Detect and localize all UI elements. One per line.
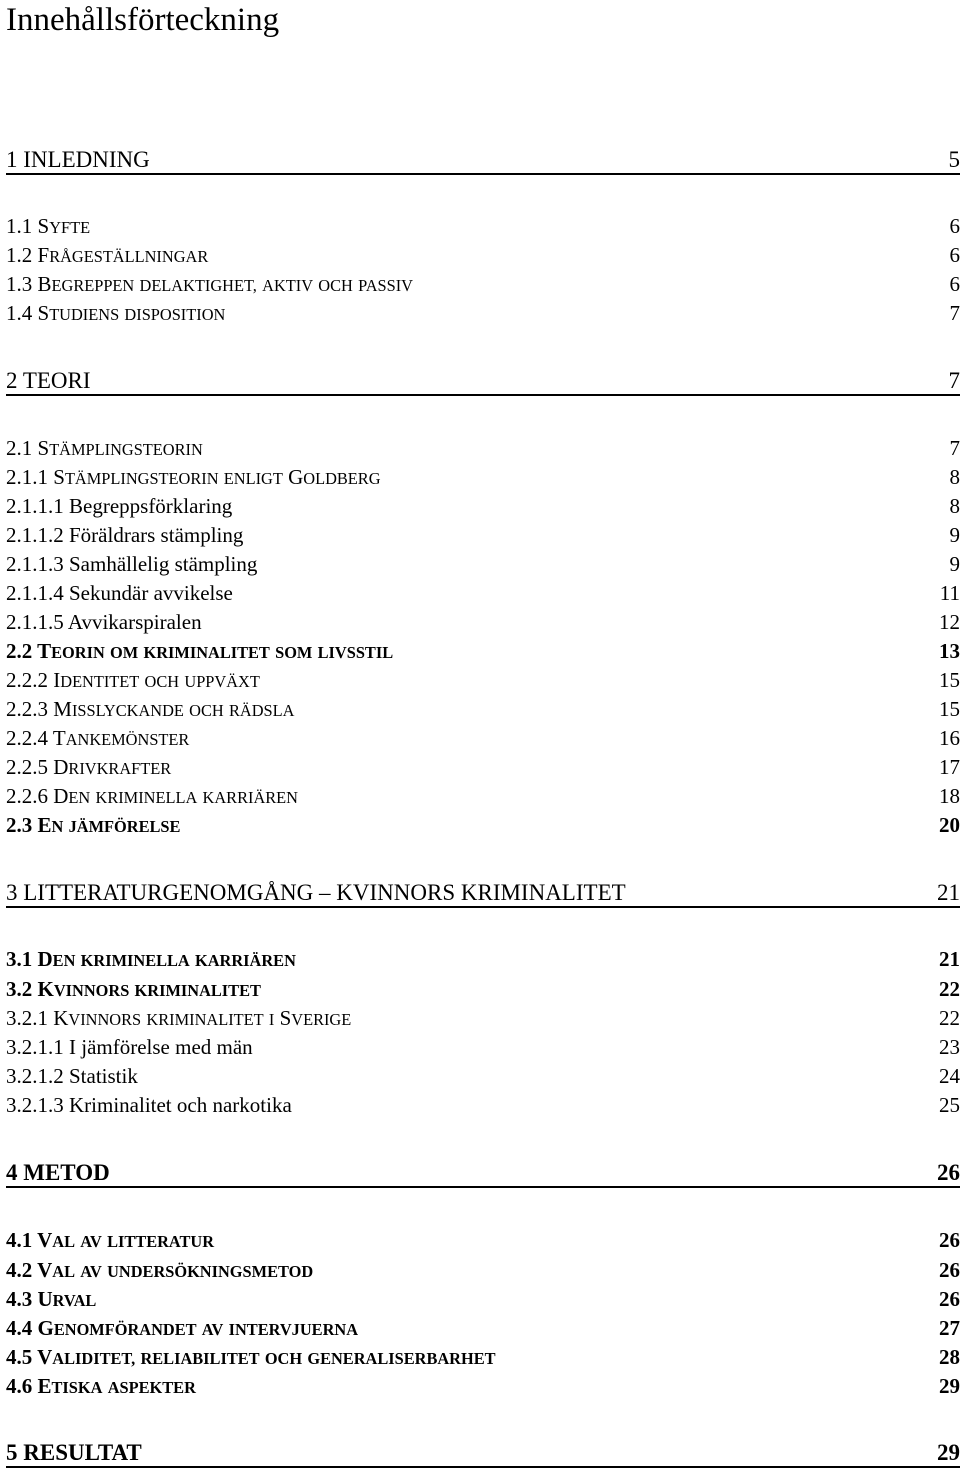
toc-entry[interactable] [6, 878, 960, 908]
toc-entry[interactable] [6, 1438, 960, 1468]
toc-entry[interactable] [6, 241, 960, 269]
toc-entry[interactable] [6, 1285, 960, 1313]
toc-entry-page-number: 22 [939, 977, 960, 1001]
toc-entry[interactable] [6, 492, 960, 520]
toc-entry-page-number: 15 [939, 668, 960, 692]
toc-entry-page-number: 9 [949, 523, 960, 547]
toc-entry[interactable] [6, 695, 960, 723]
toc-entry-label: 1 INLEDNING [6, 147, 150, 172]
toc-entry-label: 3.2 KVINNORS KRIMINALITET [6, 977, 261, 1001]
toc-entry-page-number: 23 [939, 1035, 960, 1059]
toc-entry-label: 1.2 FRÅGESTÄLLNINGAR [6, 243, 209, 267]
toc-entry[interactable] [6, 1226, 960, 1254]
toc-entry-label: 4.5 VALIDITET, RELIABILITET OCH GENERALISERBARHET [6, 1345, 496, 1369]
toc-entry[interactable] [6, 753, 960, 781]
toc-entry[interactable] [6, 1033, 960, 1061]
toc-entry-label: 2.2.6 DEN KRIMINELLA KARRIÄREN [6, 784, 298, 808]
toc-entry-label: 3.2.1.2 Statistik [6, 1064, 138, 1088]
toc-entry-page-number: 5 [948, 147, 960, 172]
toc-entry-page-number: 28 [939, 1345, 960, 1369]
toc-entry-label: 2.2.3 MISSLYCKANDE OCH RÄDSLA [6, 697, 295, 721]
toc-entry-page-number: 6 [949, 243, 960, 267]
toc-entry-label: 2.2.5 DRIVKRAFTER [6, 755, 172, 779]
toc-entry-page-number: 7 [949, 436, 960, 460]
toc-entry[interactable] [6, 366, 960, 396]
toc-entry-page-number: 21 [937, 880, 960, 905]
toc-entry-page-number: 24 [939, 1064, 960, 1088]
toc-entry-page-number: 13 [939, 639, 960, 663]
toc-entry[interactable] [6, 434, 960, 462]
toc-entry-label: 2.1 STÄMPLINGSTEORIN [6, 436, 203, 460]
toc-entry-page-number: 15 [939, 697, 960, 721]
toc-entry-page-number: 22 [939, 1006, 960, 1030]
toc-entry-label: 4.1 VAL AV LITTERATUR [6, 1228, 215, 1252]
toc-entry-page-number: 6 [949, 272, 960, 296]
toc-entry-page-number: 26 [939, 1287, 960, 1311]
toc-entry-page-number: 17 [939, 755, 960, 779]
toc-entry[interactable] [6, 1004, 960, 1032]
toc-entry[interactable] [6, 1256, 960, 1284]
toc-entry[interactable] [6, 145, 960, 175]
toc-entry-label: 1.1 SYFTE [6, 214, 91, 238]
toc-entry-label: 2.1.1.3 Samhällelig stämpling [6, 552, 258, 576]
toc-entry-label: 2.2.2 IDENTITET OCH UPPVÄXT [6, 668, 260, 692]
toc-entry[interactable] [6, 724, 960, 752]
toc-entry-page-number: 16 [939, 726, 960, 750]
toc-entry-label: 4.4 GENOMFÖRANDET AV INTERVJUERNA [6, 1316, 359, 1340]
toc-entry-label: 4.3 URVAL [6, 1287, 97, 1311]
toc-entry-page-number: 26 [939, 1258, 960, 1282]
toc-entry-label: 2.1.1.1 Begreppsförklaring [6, 494, 233, 518]
toc-entry-label: 2.3 EN JÄMFÖRELSE [6, 813, 181, 837]
toc-entry-label: 1.3 BEGREPPEN DELAKTIGHET, AKTIV OCH PASSIV [6, 272, 413, 296]
toc-entry[interactable] [6, 1372, 960, 1400]
toc-entry-page-number: 7 [949, 301, 960, 325]
toc-entry-label: 3.2.1.3 Kriminalitet och narkotika [6, 1093, 292, 1117]
toc-entry-label: 5 RESULTAT [6, 1440, 142, 1465]
toc-entry[interactable] [6, 270, 960, 298]
toc-entry-page-number: 26 [939, 1228, 960, 1252]
toc-entry-page-number: 11 [939, 581, 960, 605]
toc-entry-page-number: 7 [948, 368, 960, 393]
toc-entry-label: 3.2.1 KVINNORS KRIMINALITET I SVERIGE [6, 1006, 352, 1030]
toc-entry-page-number: 21 [939, 947, 960, 971]
toc-entry-page-number: 9 [949, 552, 960, 576]
toc-entry-label: 2.1.1.5 Avvikarspiralen [6, 610, 202, 634]
toc-entry-label: 1.4 STUDIENS DISPOSITION [6, 301, 226, 325]
toc-entry-page-number: 29 [937, 1440, 960, 1465]
toc-entry-label: 2.1.1.4 Sekundär avvikelse [6, 581, 233, 605]
toc-entry-page-number: 27 [939, 1316, 960, 1340]
toc-entry[interactable] [6, 550, 960, 578]
toc-entry-page-number: 18 [939, 784, 960, 808]
toc-entry-page-number: 12 [939, 610, 960, 634]
toc-entry-label: 2.2.4 TANKEMÖNSTER [6, 726, 190, 750]
toc-entry[interactable] [6, 1158, 960, 1188]
toc-entry[interactable] [6, 1314, 960, 1342]
toc-entry-label: 2.1.1.2 Föräldrars stämpling [6, 523, 244, 547]
toc-entry-page-number: 25 [939, 1093, 960, 1117]
toc-entry-page-number: 29 [939, 1374, 960, 1398]
toc-entry-page-number: 8 [949, 465, 960, 489]
toc-entry-label: 2.1.1 STÄMPLINGSTEORIN ENLIGT GOLDBERG [6, 465, 381, 489]
toc-entry-label: 3.1 DEN KRIMINELLA KARRIÄREN [6, 947, 296, 971]
toc-entry-label: 3 LITTERATURGENOMGÅNG – KVINNORS KRIMINALITET [6, 880, 626, 905]
toc-entry-label: 2.2 TEORIN OM KRIMINALITET SOM LIVSSTIL [6, 639, 394, 663]
toc-entry-label: 4 METOD [6, 1160, 110, 1185]
toc-entry-page-number: 6 [949, 214, 960, 238]
toc-entry-page-number: 20 [939, 813, 960, 837]
toc-entry[interactable] [6, 212, 960, 240]
toc-entry[interactable] [6, 666, 960, 694]
toc-entry[interactable] [6, 782, 960, 810]
toc-entry-label: 4.6 ETISKA ASPEKTER [6, 1374, 196, 1398]
toc-entry[interactable] [6, 579, 960, 607]
toc-entry[interactable] [6, 299, 960, 327]
toc-entry[interactable] [6, 945, 960, 973]
toc-entry[interactable] [6, 1062, 960, 1090]
page-title: Innehållsförteckning [6, 2, 280, 38]
toc-entry-label: 3.2.1.1 I jämförelse med män [6, 1035, 253, 1059]
toc-entry[interactable] [6, 463, 960, 491]
toc-entry[interactable] [6, 1343, 960, 1371]
toc-entry-page-number: 26 [937, 1160, 960, 1185]
toc-entry[interactable] [6, 1091, 960, 1119]
toc-entry[interactable] [6, 975, 960, 1003]
toc-entry-page-number: 8 [949, 494, 960, 518]
toc-entry[interactable] [6, 811, 960, 839]
toc-entry[interactable] [6, 608, 960, 636]
toc-entry-label: 2 TEORI [6, 368, 91, 393]
toc-entry[interactable] [6, 637, 960, 665]
toc-entry-label: 4.2 VAL AV UNDERSÖKNINGSMETOD [6, 1258, 314, 1282]
toc-entry[interactable] [6, 521, 960, 549]
